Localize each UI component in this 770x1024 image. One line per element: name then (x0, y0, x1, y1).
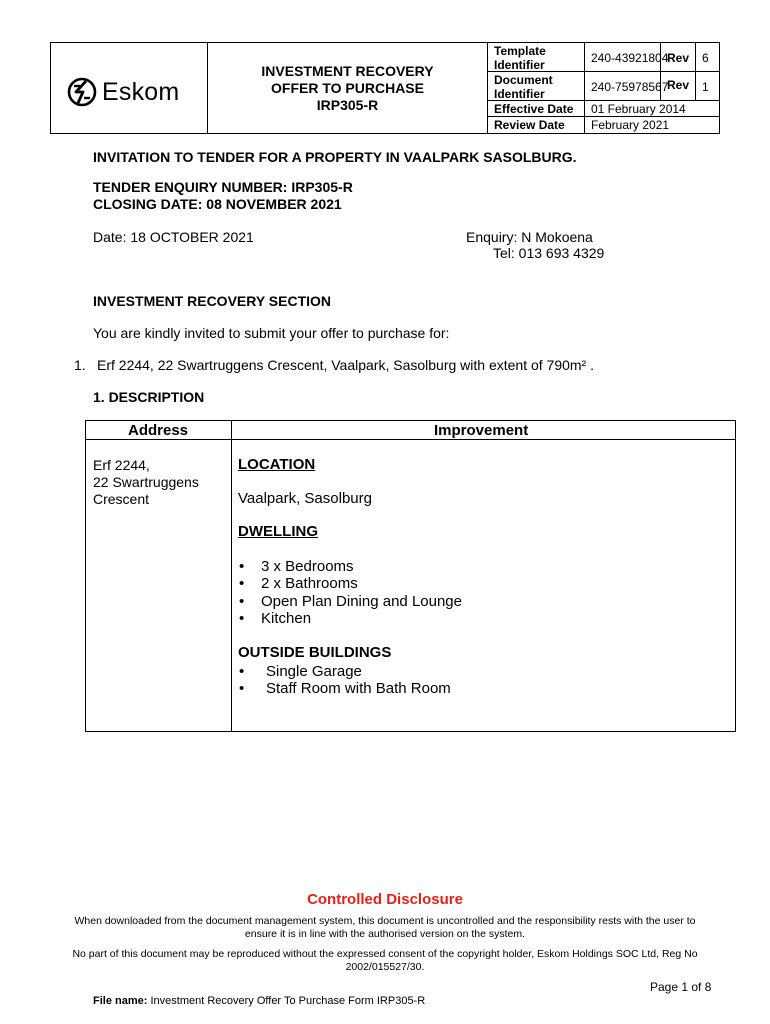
effective-date-value: 01 February 2014 (591, 102, 686, 116)
template-rev-label: Rev (660, 43, 696, 71)
bullet: • (239, 558, 245, 575)
list-item-text: Staff Room with Bath Room (266, 680, 451, 697)
outside-buildings-heading: OUTSIDE BUILDINGS (238, 644, 392, 661)
address-line: 22 Swartruggens (93, 474, 199, 490)
telephone: Tel: 013 693 4329 (493, 245, 605, 261)
document-identifier-row (488, 72, 720, 101)
review-date-row (488, 117, 720, 133)
effective-date-row (488, 101, 720, 117)
description-heading: 1. DESCRIPTION (93, 389, 205, 405)
list-item (239, 680, 451, 697)
list-item-text: Kitchen (261, 610, 312, 627)
document-identifier-value: 240-75978567 (591, 80, 669, 94)
file-name-label: File name: (93, 995, 148, 1007)
list-item-text: Single Garage (266, 663, 362, 680)
document-rev-value: 1 (695, 72, 720, 100)
list-item-text: Open Plan Dining and Lounge (261, 593, 462, 610)
document-rev-label: Rev (660, 72, 696, 100)
file-name-value: Investment Recovery Offer To Purchase Form IRP305-R (150, 995, 426, 1007)
review-date-value: February 2021 (591, 118, 670, 132)
page-number: Page 1 of 8 (650, 980, 712, 994)
location-value: Vaalpark, Sasolburg (238, 490, 372, 507)
review-date-label: Review Date (488, 117, 585, 133)
list-item (239, 593, 462, 610)
document-meta (488, 43, 720, 133)
property-item: Erf 2244, 22 Swartruggens Crescent, Vaalpark, Sasolburg with extent of 790m² . (97, 357, 594, 373)
file-name-line (93, 993, 425, 1010)
effective-date-label: Effective Date (488, 101, 585, 116)
document-header (50, 42, 720, 134)
location-heading: LOCATION (238, 456, 316, 473)
disclosure-paragraph-2: No part of this document may be reproduced without the expressed consent of the copyright holder, Eskom Holdings SOC Ltd, Reg No 2002/015527/30. (72, 948, 698, 973)
address-line: Erf 2244, (93, 457, 150, 473)
address-line: Crescent (93, 491, 150, 507)
title-line-2: OFFER TO PURCHASE (271, 80, 424, 96)
list-item (239, 663, 362, 680)
label-line: Identifier (494, 87, 545, 101)
tender-number: TENDER ENQUIRY NUMBER: IRP305-R (93, 179, 353, 195)
disclosure-paragraph-1: When downloaded from the document management system, this document is uncontrolled and the responsibility rests with the user to ensure it is in line with the authorised version on the system. (74, 915, 696, 940)
label-line: Document (494, 73, 553, 87)
address-cell (93, 457, 199, 508)
label-line: Identifier (494, 58, 545, 72)
template-identifier-value: 240-43921804 (591, 51, 669, 65)
date: Date: 18 OCTOBER 2021 (93, 229, 254, 245)
improvement-column-header: Improvement (434, 422, 529, 439)
list-item (239, 575, 358, 592)
eskom-logo-icon (67, 77, 99, 107)
template-identifier-label (488, 43, 585, 71)
template-rev-value: 6 (695, 43, 720, 71)
eskom-logo (67, 77, 179, 107)
list-item-text: 2 x Bathrooms (261, 575, 358, 592)
logo-cell (51, 43, 208, 133)
template-identifier-row (488, 43, 720, 72)
bullet: • (239, 593, 245, 610)
list-item (239, 610, 311, 627)
bullet: • (239, 663, 245, 680)
invitation-heading: INVITATION TO TENDER FOR A PROPERTY IN VAALPARK SASOLBURG. (93, 149, 577, 165)
bullet: • (239, 680, 245, 697)
bullet: • (239, 610, 245, 627)
list-item (239, 558, 354, 575)
logo-text: Eskom (102, 77, 180, 106)
description-table (85, 420, 736, 732)
document-title (208, 43, 488, 133)
enquiry-contact: Enquiry: N Mokoena (466, 229, 593, 245)
label-line: Template (494, 44, 546, 58)
controlled-disclosure-title: Controlled Disclosure (307, 891, 463, 908)
document-identifier-label (488, 72, 585, 100)
title-line-1: INVESTMENT RECOVERY (261, 63, 434, 79)
title-line-3: IRP305-R (316, 97, 379, 113)
address-column-header: Address (128, 422, 189, 439)
invite-text: You are kindly invited to submit your offer to purchase for: (93, 325, 450, 341)
bullet: • (239, 575, 245, 592)
list-item-text: 3 x Bedrooms (261, 558, 354, 575)
dwelling-heading: DWELLING (238, 523, 318, 540)
section-heading: INVESTMENT RECOVERY SECTION (93, 293, 332, 309)
item-number: 1. (74, 357, 86, 373)
closing-date: CLOSING DATE: 08 NOVEMBER 2021 (93, 196, 342, 212)
